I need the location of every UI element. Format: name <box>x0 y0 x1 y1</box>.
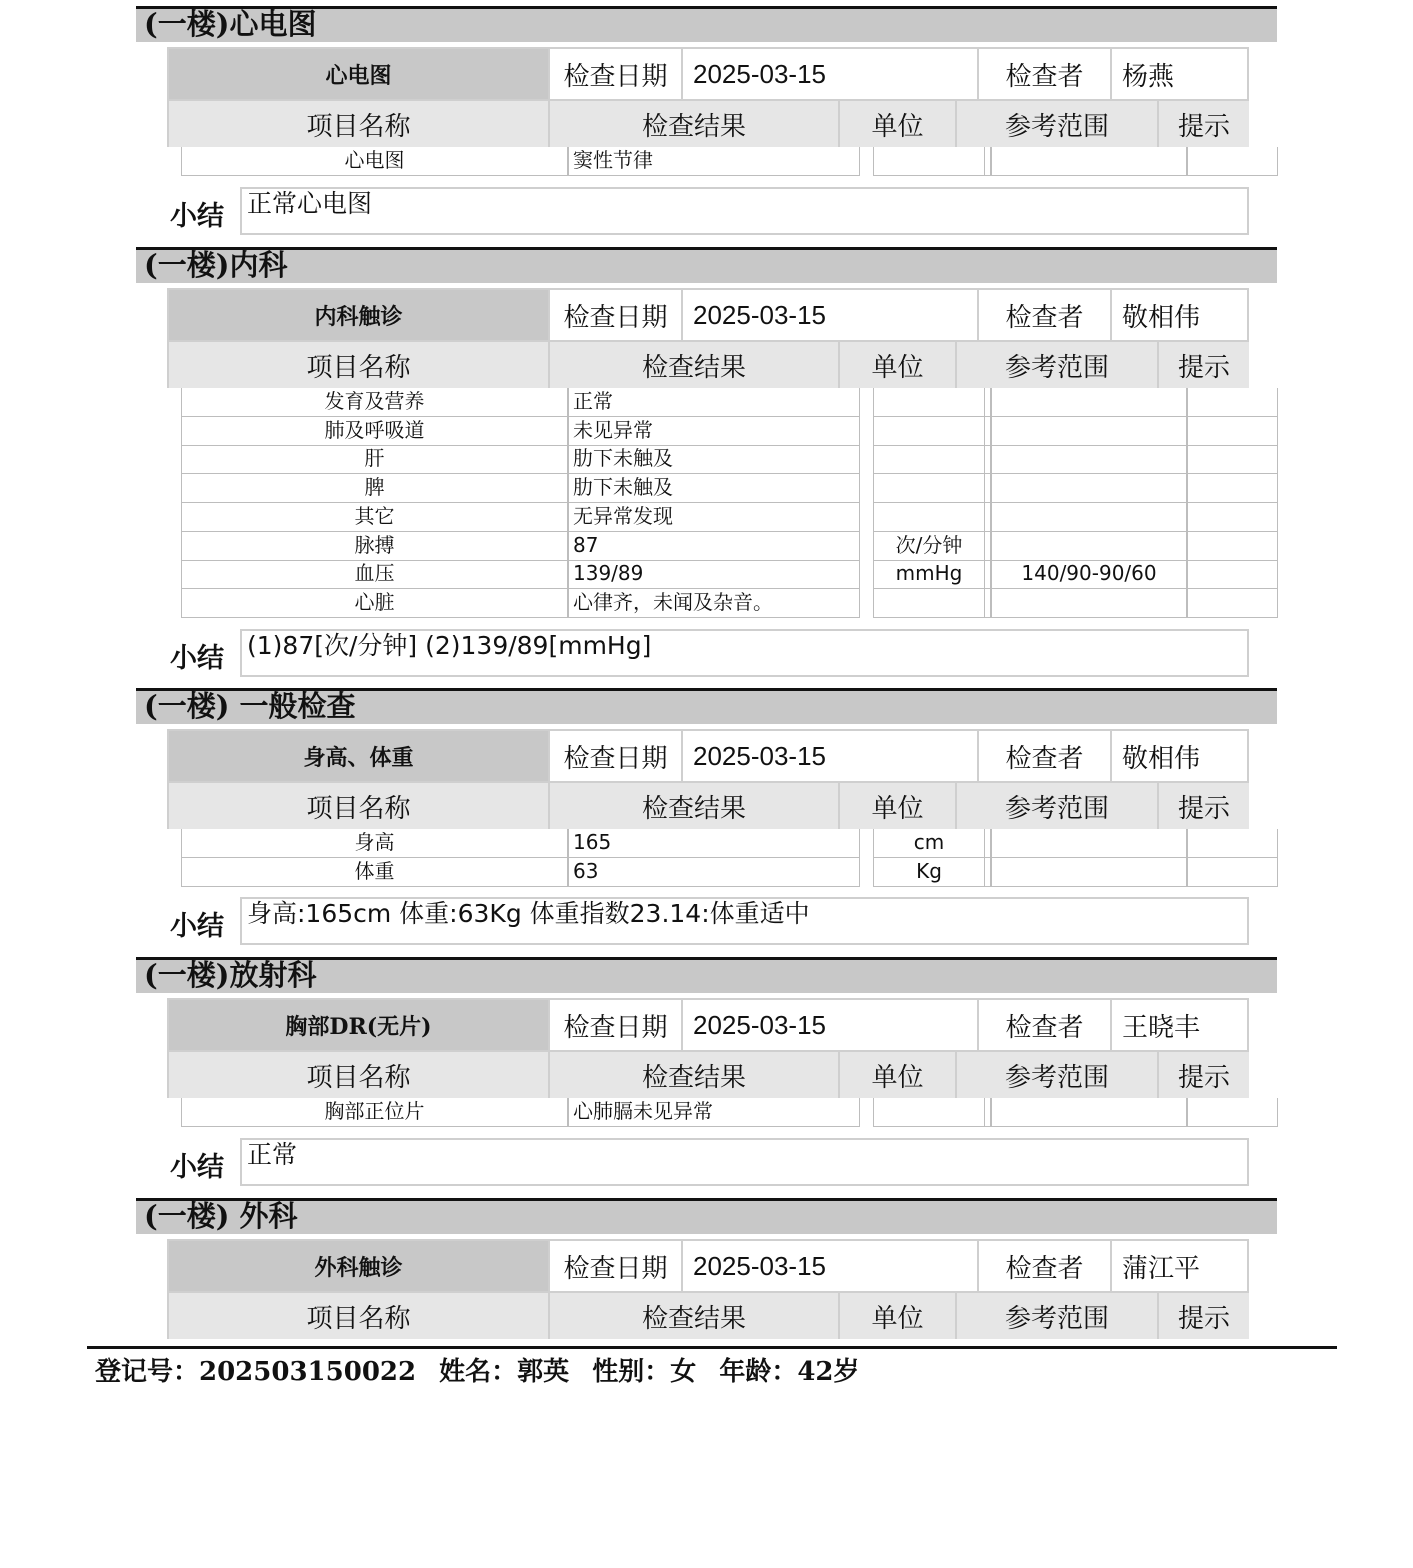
item-reference-range <box>991 589 1187 618</box>
item-result: 窦性节律 <box>568 147 860 176</box>
item-tip <box>1187 474 1278 503</box>
column-header-ref: 参考范围 <box>957 342 1159 388</box>
exam-name: 胸部DR(无片) <box>169 1000 550 1052</box>
column-header-unit: 单位 <box>840 101 957 147</box>
item-reference-range <box>991 503 1187 532</box>
item-name: 心脏 <box>181 589 568 618</box>
item-result: 无异常发现 <box>568 503 860 532</box>
result-row <box>0 589 1413 618</box>
item-unit: 次/分钟 <box>873 532 985 561</box>
patient-age: 年龄：42岁 <box>719 1357 860 1387</box>
item-reference-range <box>991 829 1187 858</box>
column-header-name: 项目名称 <box>169 783 550 829</box>
item-tip <box>1187 589 1278 618</box>
exam-name: 心电图 <box>169 49 550 101</box>
column-header-unit: 单位 <box>840 783 957 829</box>
item-result: 肋下未触及 <box>568 445 860 474</box>
examiner-label: 检查者 <box>979 1000 1112 1052</box>
result-row <box>0 147 1413 176</box>
column-header-name: 项目名称 <box>169 1293 550 1339</box>
examiner-label: 检查者 <box>979 731 1112 783</box>
examiner-name: 杨燕 <box>1112 49 1249 101</box>
date-label: 检查日期 <box>550 49 683 101</box>
column-header-ref: 参考范围 <box>957 101 1159 147</box>
item-result: 139/89 <box>568 560 860 589</box>
summary-label: 小结 <box>170 911 224 943</box>
column-header-unit: 单位 <box>840 1052 957 1098</box>
result-row <box>0 532 1413 561</box>
column-header-unit: 单位 <box>840 342 957 388</box>
footer-divider <box>87 1346 1337 1349</box>
examiner-label: 检查者 <box>979 290 1112 342</box>
summary-text: (1)87[次/分钟] (2)139/89[mmHg] <box>240 629 1249 677</box>
item-reference-range <box>991 417 1187 446</box>
exam-date: 2025-03-15 <box>683 49 979 101</box>
column-header-ref: 参考范围 <box>957 1052 1159 1098</box>
registration-number: 登记号：202503150022 <box>95 1357 417 1387</box>
item-unit <box>873 388 985 417</box>
section-title: (一楼)内科 <box>144 248 288 282</box>
date-label: 检查日期 <box>550 1000 683 1052</box>
exam-name: 内科触诊 <box>169 290 550 342</box>
column-header-name: 项目名称 <box>169 1052 550 1098</box>
result-row <box>0 829 1413 858</box>
item-result: 肋下未触及 <box>568 474 860 503</box>
section-title: (一楼) 一般检查 <box>144 689 356 723</box>
item-unit <box>873 147 985 176</box>
column-header-name: 项目名称 <box>169 101 550 147</box>
date-label: 检查日期 <box>550 290 683 342</box>
exam-date: 2025-03-15 <box>683 1241 979 1293</box>
date-label: 检查日期 <box>550 731 683 783</box>
item-tip <box>1187 532 1278 561</box>
item-result: 正常 <box>568 388 860 417</box>
section-title-bar <box>136 957 1277 993</box>
section-title: (一楼)心电图 <box>144 7 317 41</box>
item-reference-range <box>991 147 1187 176</box>
result-row <box>0 417 1413 446</box>
summary-label: 小结 <box>170 200 224 232</box>
column-header-result: 检查结果 <box>550 1052 840 1098</box>
item-unit: Kg <box>873 858 985 887</box>
result-row <box>0 474 1413 503</box>
item-unit: mmHg <box>873 560 985 589</box>
item-result: 心肺膈未见异常 <box>568 1098 860 1127</box>
item-result: 165 <box>568 829 860 858</box>
item-result: 63 <box>568 858 860 887</box>
summary-text: 正常 <box>240 1138 1249 1186</box>
item-result: 87 <box>568 532 860 561</box>
item-reference-range <box>991 388 1187 417</box>
item-result: 心律齐，未闻及杂音。 <box>568 589 860 618</box>
column-header-result: 检查结果 <box>550 1293 840 1339</box>
item-unit <box>873 417 985 446</box>
exam-date: 2025-03-15 <box>683 1000 979 1052</box>
item-unit <box>873 445 985 474</box>
item-tip <box>1187 503 1278 532</box>
item-unit: cm <box>873 829 985 858</box>
exam-name: 外科触诊 <box>169 1241 550 1293</box>
item-reference-range <box>991 1098 1187 1127</box>
section-title-bar <box>136 1198 1277 1234</box>
item-reference-range <box>991 532 1187 561</box>
exam-date: 2025-03-15 <box>683 731 979 783</box>
item-reference-range <box>991 858 1187 887</box>
section-title: (一楼)放射科 <box>144 958 317 992</box>
summary-text: 正常心电图 <box>240 187 1249 235</box>
column-header-unit: 单位 <box>840 1293 957 1339</box>
result-row <box>0 858 1413 887</box>
item-tip <box>1187 147 1278 176</box>
examiner-name: 敬相伟 <box>1112 731 1249 783</box>
summary-text: 身高:165cm 体重:63Kg 体重指数23.14:体重适中 <box>240 897 1249 945</box>
section-title-bar <box>136 247 1277 283</box>
exam-header-table <box>167 998 1249 1098</box>
result-row <box>0 1098 1413 1127</box>
column-header-result: 检查结果 <box>550 342 840 388</box>
exam-name: 身高、体重 <box>169 731 550 783</box>
exam-header-table <box>167 1239 1249 1339</box>
section-title: (一楼) 外科 <box>144 1199 298 1233</box>
item-tip <box>1187 1098 1278 1127</box>
column-header-tip: 提示 <box>1159 342 1249 388</box>
item-reference-range: 140/90-90/60 <box>991 560 1187 589</box>
examiner-label: 检查者 <box>979 1241 1112 1293</box>
item-reference-range <box>991 445 1187 474</box>
item-name: 肺及呼吸道 <box>181 417 568 446</box>
patient-name: 姓名：郭英 <box>439 1357 570 1387</box>
exam-header-table <box>167 729 1249 829</box>
item-tip <box>1187 388 1278 417</box>
item-tip <box>1187 858 1278 887</box>
item-name: 脉搏 <box>181 532 568 561</box>
summary-label: 小结 <box>170 1151 224 1183</box>
result-row <box>0 445 1413 474</box>
column-header-ref: 参考范围 <box>957 783 1159 829</box>
column-header-name: 项目名称 <box>169 342 550 388</box>
item-result: 未见异常 <box>568 417 860 446</box>
result-row <box>0 388 1413 417</box>
section-title-bar <box>136 6 1277 42</box>
section-title-bar <box>136 688 1277 724</box>
exam-date: 2025-03-15 <box>683 290 979 342</box>
item-tip <box>1187 560 1278 589</box>
item-unit <box>873 1098 985 1127</box>
item-name: 身高 <box>181 829 568 858</box>
item-reference-range <box>991 474 1187 503</box>
item-tip <box>1187 829 1278 858</box>
item-name: 其它 <box>181 503 568 532</box>
column-header-result: 检查结果 <box>550 783 840 829</box>
examiner-name: 敬相伟 <box>1112 290 1249 342</box>
date-label: 检查日期 <box>550 1241 683 1293</box>
patient-info-footer <box>95 1352 874 1392</box>
examiner-label: 检查者 <box>979 49 1112 101</box>
summary-label: 小结 <box>170 642 224 674</box>
result-row <box>0 560 1413 589</box>
item-name: 体重 <box>181 858 568 887</box>
item-unit <box>873 589 985 618</box>
patient-gender: 性别：女 <box>592 1357 697 1387</box>
examiner-name: 王晓丰 <box>1112 1000 1249 1052</box>
item-name: 血压 <box>181 560 568 589</box>
item-unit <box>873 503 985 532</box>
item-name: 脾 <box>181 474 568 503</box>
column-header-result: 检查结果 <box>550 101 840 147</box>
item-tip <box>1187 445 1278 474</box>
column-header-tip: 提示 <box>1159 101 1249 147</box>
exam-header-table <box>167 47 1249 147</box>
column-header-tip: 提示 <box>1159 1293 1249 1339</box>
item-name: 肝 <box>181 445 568 474</box>
item-name: 心电图 <box>181 147 568 176</box>
column-header-tip: 提示 <box>1159 1052 1249 1098</box>
exam-header-table <box>167 288 1249 388</box>
result-row <box>0 503 1413 532</box>
examiner-name: 蒲江平 <box>1112 1241 1249 1293</box>
item-name: 胸部正位片 <box>181 1098 568 1127</box>
column-header-tip: 提示 <box>1159 783 1249 829</box>
item-tip <box>1187 417 1278 446</box>
item-name: 发育及营养 <box>181 388 568 417</box>
column-header-ref: 参考范围 <box>957 1293 1159 1339</box>
item-unit <box>873 474 985 503</box>
